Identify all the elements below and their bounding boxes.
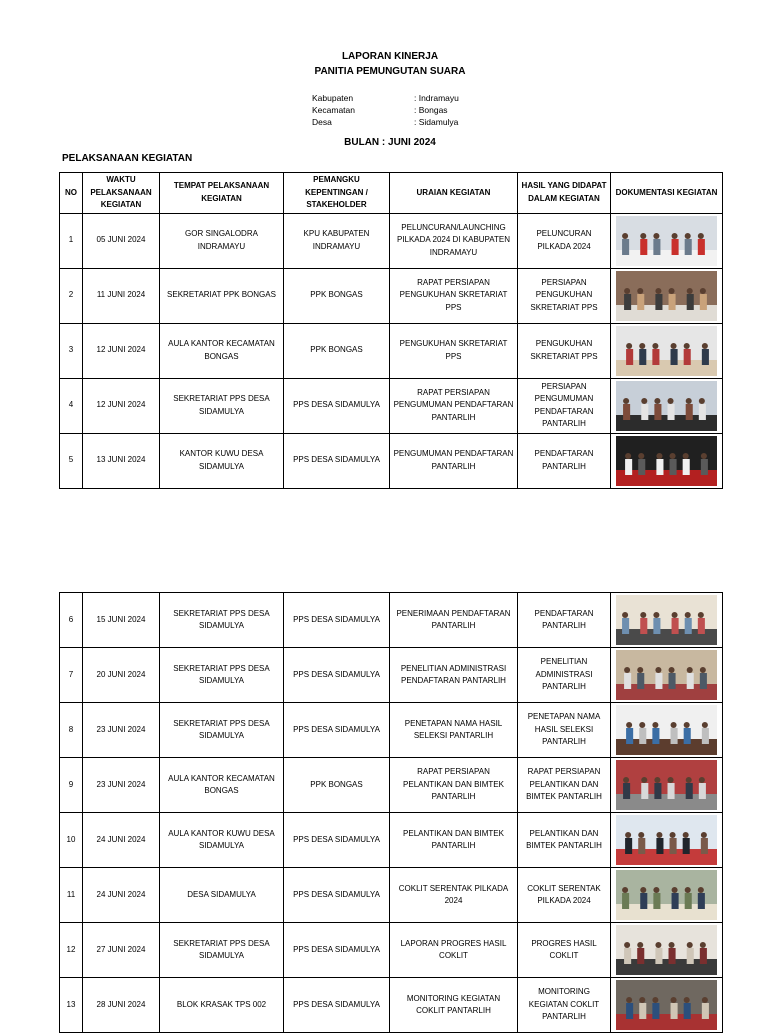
- col-header-dokumentasi: DOKUMENTASI KEGIATAN: [611, 173, 723, 214]
- cell-hasil: PROGRES HASIL COKLIT: [518, 923, 611, 978]
- cell-waktu: 15 JUNI 2024: [83, 593, 160, 648]
- cell-hasil: PERSIAPAN PENGUKUHAN SKRETARIAT PPS: [518, 268, 611, 323]
- cell-waktu: 23 JUNI 2024: [83, 703, 160, 758]
- col-header-hasil: HASIL YANG DIDAPAT DALAM KEGIATAN: [518, 173, 611, 214]
- cell-no: 7: [60, 648, 83, 703]
- cell-hasil: PENGUKUHAN SKRETARIAT PPS: [518, 323, 611, 378]
- table-row: [60, 648, 723, 703]
- cell-uraian: COKLIT SERENTAK PILKADA 2024: [390, 868, 518, 923]
- cell-hasil: PERSIAPAN PENGUMUMAN PENDAFTARAN PANTARLIH: [518, 378, 611, 433]
- activity-photo: [616, 381, 717, 431]
- cell-hasil: MONITORING KEGIATAN COKLIT PANTARLIH: [518, 978, 611, 1033]
- activity-photo: [616, 216, 717, 266]
- cell-waktu: 24 JUNI 2024: [83, 813, 160, 868]
- cell-tempat: KANTOR KUWU DESA SIDAMULYA: [160, 433, 284, 488]
- cell-no: 12: [60, 923, 83, 978]
- activity-photo: [616, 870, 717, 920]
- cell-stakeholder: PPK BONGAS: [284, 268, 390, 323]
- meta-kecamatan-label: Kecamatan: [312, 105, 355, 115]
- report-month: BULAN : JUNI 2024: [344, 137, 436, 148]
- cell-uraian: PENGUKUHAN SKRETARIAT PPS: [390, 323, 518, 378]
- activity-table-page-1: [59, 172, 723, 489]
- cell-hasil: PELANTIKAN DAN BIMTEK PANTARLIH: [518, 813, 611, 868]
- table-row: [60, 213, 723, 268]
- cell-tempat: GOR SINGALODRA INDRAMAYU: [160, 213, 284, 268]
- cell-tempat: SEKRETARIAT PPS DESA SIDAMULYA: [160, 923, 284, 978]
- table-row: [60, 378, 723, 433]
- cell-dokumentasi: [611, 868, 723, 923]
- cell-waktu: 28 JUNI 2024: [83, 978, 160, 1033]
- meta-kabupaten-label: Kabupaten: [312, 93, 354, 103]
- cell-dokumentasi: [611, 213, 723, 268]
- cell-no: 4: [60, 378, 83, 433]
- cell-no: 10: [60, 813, 83, 868]
- cell-stakeholder: PPK BONGAS: [284, 323, 390, 378]
- cell-dokumentasi: [611, 813, 723, 868]
- cell-no: 5: [60, 433, 83, 488]
- cell-uraian: PELANTIKAN DAN BIMTEK PANTARLIH: [390, 813, 518, 868]
- activity-photo: [616, 436, 717, 486]
- cell-waktu: 13 JUNI 2024: [83, 433, 160, 488]
- cell-uraian: RAPAT PERSIAPAN PENGUMUMAN PENDAFTARAN PANTARLIH: [390, 378, 518, 433]
- activity-photo: [616, 925, 717, 975]
- cell-tempat: SEKRETARIAT PPS DESA SIDAMULYA: [160, 593, 284, 648]
- cell-hasil: PENDAFTARAN PANTARLIH: [518, 593, 611, 648]
- col-header-uraian: URAIAN KEGIATAN: [390, 173, 518, 214]
- cell-uraian: PELUNCURAN/LAUNCHING PILKADA 2024 DI KABUPATEN INDRAMAYU: [390, 213, 518, 268]
- cell-tempat: AULA KANTOR KUWU DESA SIDAMULYA: [160, 813, 284, 868]
- activity-photo: [616, 595, 717, 645]
- cell-dokumentasi: [611, 703, 723, 758]
- cell-uraian: LAPORAN PROGRES HASIL COKLIT: [390, 923, 518, 978]
- cell-tempat: BLOK KRASAK TPS 002: [160, 978, 284, 1033]
- table-row: [60, 433, 723, 488]
- cell-tempat: AULA KANTOR KECAMATAN BONGAS: [160, 323, 284, 378]
- cell-stakeholder: PPS DESA SIDAMULYA: [284, 813, 390, 868]
- cell-dokumentasi: [611, 923, 723, 978]
- cell-dokumentasi: [611, 378, 723, 433]
- cell-no: 8: [60, 703, 83, 758]
- cell-stakeholder: PPS DESA SIDAMULYA: [284, 923, 390, 978]
- activity-photo: [616, 980, 717, 1030]
- activity-photo: [616, 326, 717, 376]
- cell-tempat: SEKRETARIAT PPK BONGAS: [160, 268, 284, 323]
- table-row: [60, 268, 723, 323]
- cell-hasil: RAPAT PERSIAPAN PELANTIKAN DAN BIMTEK PANTARLIH: [518, 758, 611, 813]
- cell-uraian: PENERIMAAN PENDAFTARAN PANTARLIH: [390, 593, 518, 648]
- table-header-row: [60, 173, 723, 214]
- cell-waktu: 11 JUNI 2024: [83, 268, 160, 323]
- cell-stakeholder: PPS DESA SIDAMULYA: [284, 648, 390, 703]
- report-subtitle: PANITIA PEMUNGUTAN SUARA: [314, 66, 466, 77]
- table-row: [60, 323, 723, 378]
- cell-tempat: AULA KANTOR KECAMATAN BONGAS: [160, 758, 284, 813]
- table-row: [60, 758, 723, 813]
- cell-waktu: 20 JUNI 2024: [83, 648, 160, 703]
- cell-stakeholder: PPS DESA SIDAMULYA: [284, 703, 390, 758]
- meta-desa-value: : Sidamulya: [414, 117, 459, 127]
- table-row: [60, 923, 723, 978]
- activity-table-page-2: [59, 592, 723, 1033]
- cell-hasil: PENETAPAN NAMA HASIL SELEKSI PANTARLIH: [518, 703, 611, 758]
- cell-uraian: RAPAT PERSIAPAN PELANTIKAN DAN BIMTEK PANTARLIH: [390, 758, 518, 813]
- cell-stakeholder: PPK BONGAS: [284, 758, 390, 813]
- activity-photo: [616, 271, 717, 321]
- cell-tempat: SEKRETARIAT PPS DESA SIDAMULYA: [160, 378, 284, 433]
- meta-kecamatan-value: : Bongas: [414, 105, 448, 115]
- cell-no: 13: [60, 978, 83, 1033]
- cell-no: 11: [60, 868, 83, 923]
- cell-tempat: DESA SIDAMULYA: [160, 868, 284, 923]
- cell-no: 3: [60, 323, 83, 378]
- col-header-stakeholder: PEMANGKU KEPENTINGAN / STAKEHOLDER: [284, 173, 390, 214]
- cell-waktu: 05 JUNI 2024: [83, 213, 160, 268]
- cell-uraian: MONITORING KEGIATAN COKLIT PANTARLIH: [390, 978, 518, 1033]
- cell-stakeholder: PPS DESA SIDAMULYA: [284, 433, 390, 488]
- cell-stakeholder: PPS DESA SIDAMULYA: [284, 868, 390, 923]
- meta-kabupaten-value: : Indramayu: [414, 93, 459, 103]
- table-row: [60, 813, 723, 868]
- cell-dokumentasi: [611, 593, 723, 648]
- cell-dokumentasi: [611, 323, 723, 378]
- activity-photo: [616, 705, 717, 755]
- report-title: LAPORAN KINERJA: [341, 51, 439, 62]
- cell-waktu: 12 JUNI 2024: [83, 378, 160, 433]
- col-header-tempat: TEMPAT PELAKSANAAN KEGIATAN: [160, 173, 284, 214]
- cell-stakeholder: KPU KABUPATEN INDRAMAYU: [284, 213, 390, 268]
- cell-no: 2: [60, 268, 83, 323]
- section-title: PELAKSANAAN KEGIATAN: [62, 153, 193, 164]
- cell-uraian: PENETAPAN NAMA HASIL SELEKSI PANTARLIH: [390, 703, 518, 758]
- cell-no: 1: [60, 213, 83, 268]
- cell-hasil: PENDAFTARAN PANTARLIH: [518, 433, 611, 488]
- activity-photo: [616, 760, 717, 810]
- cell-hasil: COKLIT SERENTAK PILKADA 2024: [518, 868, 611, 923]
- cell-waktu: 27 JUNI 2024: [83, 923, 160, 978]
- cell-uraian: PENGUMUMAN PENDAFTARAN PANTARLIH: [390, 433, 518, 488]
- table-row: [60, 868, 723, 923]
- cell-dokumentasi: [611, 268, 723, 323]
- cell-dokumentasi: [611, 433, 723, 488]
- cell-dokumentasi: [611, 648, 723, 703]
- table-row: [60, 703, 723, 758]
- col-header-no: NO: [60, 173, 83, 214]
- cell-tempat: SEKRETARIAT PPS DESA SIDAMULYA: [160, 703, 284, 758]
- activity-photo: [616, 650, 717, 700]
- meta-desa-label: Desa: [312, 117, 332, 127]
- table-row: [60, 593, 723, 648]
- cell-stakeholder: PPS DESA SIDAMULYA: [284, 378, 390, 433]
- cell-dokumentasi: [611, 758, 723, 813]
- cell-stakeholder: PPS DESA SIDAMULYA: [284, 593, 390, 648]
- cell-hasil: PELUNCURAN PILKADA 2024: [518, 213, 611, 268]
- cell-uraian: PENELITIAN ADMINISTRASI PENDAFTARAN PANTARLIH: [390, 648, 518, 703]
- cell-waktu: 24 JUNI 2024: [83, 868, 160, 923]
- meta-kecamatan: [312, 104, 448, 116]
- cell-hasil: PENELITIAN ADMINISTRASI PANTARLIH: [518, 648, 611, 703]
- cell-no: 6: [60, 593, 83, 648]
- table-row: [60, 978, 723, 1033]
- cell-waktu: 23 JUNI 2024: [83, 758, 160, 813]
- activity-photo: [616, 815, 717, 865]
- cell-no: 9: [60, 758, 83, 813]
- cell-tempat: SEKRETARIAT PPS DESA SIDAMULYA: [160, 648, 284, 703]
- cell-waktu: 12 JUNI 2024: [83, 323, 160, 378]
- meta-desa: [312, 116, 458, 128]
- col-header-waktu: WAKTU PELAKSANAAN KEGIATAN: [83, 173, 160, 214]
- cell-uraian: RAPAT PERSIAPAN PENGUKUHAN SKRETARIAT PPS: [390, 268, 518, 323]
- cell-stakeholder: PPS DESA SIDAMULYA: [284, 978, 390, 1033]
- meta-kabupaten: [312, 92, 459, 104]
- cell-dokumentasi: [611, 978, 723, 1033]
